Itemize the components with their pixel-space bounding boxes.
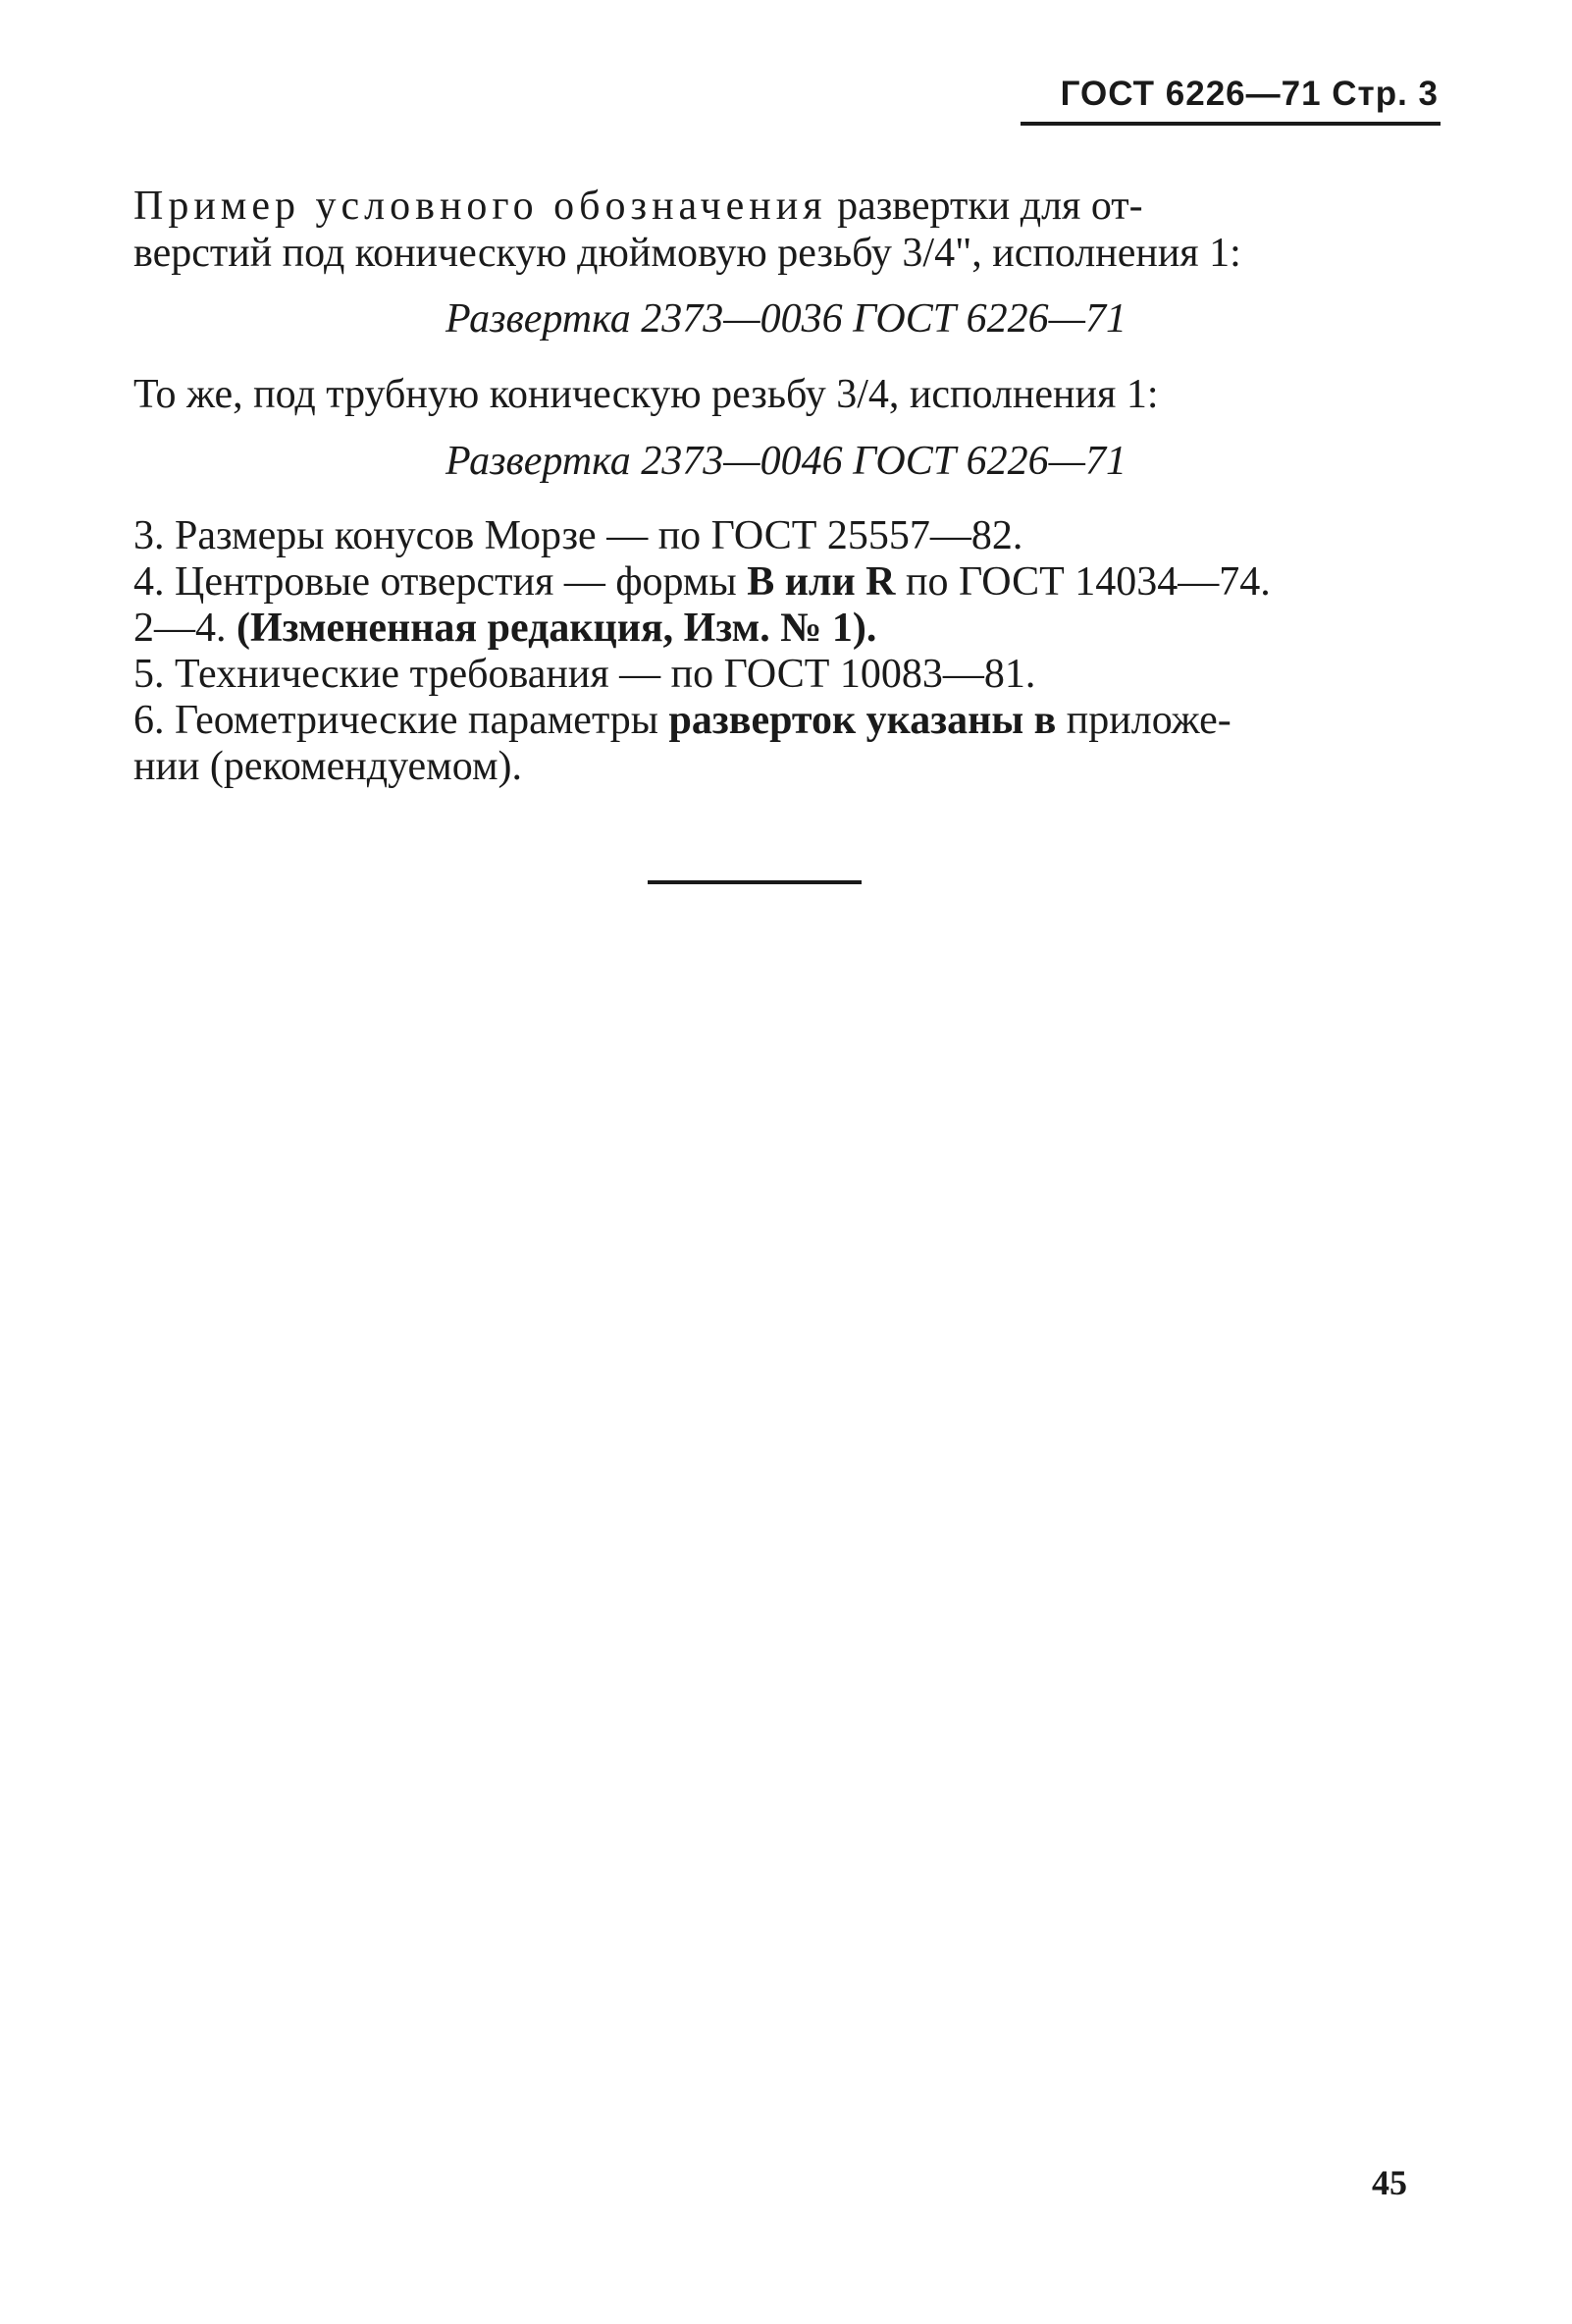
- designation-example-1: Развертка 2373—0036 ГОСТ 6226—71: [445, 296, 1127, 342]
- example-text-rest: развертки для от-: [826, 184, 1143, 229]
- item-6-text-a: 6. Геометрические параметры: [133, 698, 669, 743]
- item-3: 3. Размеры конусов Морзе — по ГОСТ 25557—82.: [133, 513, 1023, 558]
- section-end-rule: [648, 880, 862, 884]
- amendment-text: (Измененная редакция, Изм. № 1).: [236, 606, 877, 651]
- header-rule: [1021, 122, 1441, 126]
- example-paragraph-line-2: верстий под коническую дюймовую резьбу 3/4", исполнения 1:: [133, 231, 1241, 276]
- item-4-text-c: по ГОСТ 14034—74.: [895, 559, 1271, 605]
- item-4-text-a: 4. Центровые отверстия — формы: [133, 559, 748, 605]
- example-paragraph-line-1: [133, 183, 1441, 230]
- amendment-note: [133, 605, 1441, 652]
- item-6-line-1: [133, 697, 1441, 744]
- page-header: ГОСТ 6226—71 Стр. 3: [1060, 75, 1439, 113]
- item-6-bold: разверток указаны в: [668, 698, 1057, 743]
- item-6-line-2: нии (рекомендуемом).: [133, 744, 523, 789]
- same-paragraph: То же, под трубную коническую резьбу 3/4, исполнения 1:: [133, 372, 1159, 417]
- spaced-text: Пример условного обозначения: [133, 184, 827, 229]
- item-4-bold: В или R: [747, 559, 896, 605]
- designation-example-2: Развертка 2373—0046 ГОСТ 6226—71: [445, 439, 1127, 484]
- item-5: 5. Технические требования — по ГОСТ 10083—81.: [133, 652, 1036, 697]
- page-number: 45: [1372, 2163, 1407, 2202]
- item-4: [133, 558, 1441, 606]
- item-6-text-c: приложе-: [1056, 698, 1231, 743]
- amendment-number: 2—4.: [133, 606, 236, 651]
